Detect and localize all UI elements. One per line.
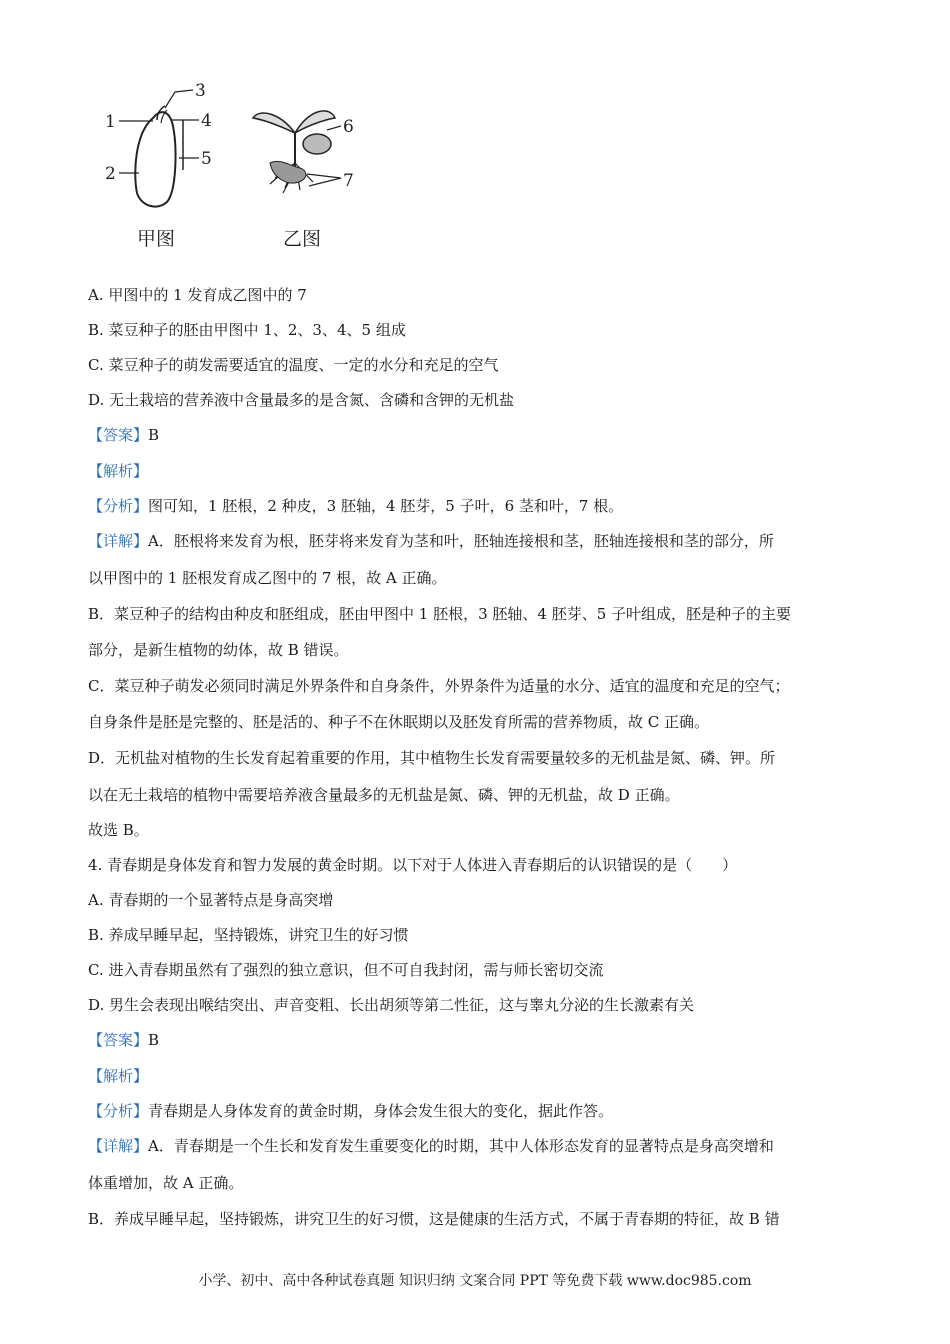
page-footer: 小学、初中、高中各种试卷真题 知识归纳 文案合同 PPT 等免费下载 www.doc985.com: [198, 1273, 752, 1289]
text-line: 部分，是新生植物的幼体，故 B 错误。: [88, 641, 349, 659]
analysis-heading: 【解析】: [88, 462, 149, 480]
label-6: 6: [343, 117, 354, 137]
seed-diagram: [95, 78, 375, 258]
option-d: D. 无土栽培的营养液中含量最多的是含氮、含磷和含钾的无机盐: [88, 391, 515, 409]
text-line: C．菜豆种子萌发必须同时满足外界条件和自身条件，外界条件为适量的水分、适宜的温度和充足的空气；: [88, 677, 790, 695]
text-line: B．菜豆种子的结构由种皮和胚组成，胚由甲图中 1 胚根，3 胚轴、4 胚芽、5 子叶组成，胚是种子的主要: [88, 605, 792, 623]
caption-seedling: 乙图: [283, 228, 322, 250]
q4-answer-line: 【答案】B: [88, 1031, 160, 1049]
detail-line: 【详解】A．胚根将来发育为根，胚芽将来发育为茎和叶，胚轴连接根和茎，胚轴连接根和茎的部分，所: [88, 532, 774, 550]
q4-option-a: A. 青春期的一个显著特点是身高突增: [88, 891, 334, 909]
q4-analysis-heading: 【解析】: [88, 1067, 149, 1085]
option-b: B. 菜豆种子的胚由甲图中 1、2、3、4、5 组成: [88, 321, 406, 339]
label-7: 7: [343, 171, 354, 191]
answer-line: 【答案】B: [88, 426, 160, 444]
text-line: 自身条件是胚是完整的、胚是活的、种子不在休眠期以及胚发育所需的营养物质，故 C 正确。: [88, 713, 710, 731]
seedling-illustration: [253, 111, 335, 193]
label-2: 2: [105, 164, 116, 184]
q4-detail-line: 【详解】A．青春期是一个生长和发育发生重要变化的时期，其中人体形态发育的显著特点是身高突增和: [88, 1137, 774, 1155]
option-c: C. 菜豆种子的萌发需要适宜的温度、一定的水分和充足的空气: [88, 356, 499, 374]
text-line: D．无机盐对植物的生长发育起着重要的作用，其中植物生长发育需要量较多的无机盐是氮、磷、钾。所: [88, 749, 776, 767]
text-line: 以在无土栽培的植物中需要培养液含量最多的无机盐是氮、磷、钾的无机盐，故 D 正确。: [88, 786, 680, 804]
text-line: 以甲图中的 1 胚根发育成乙图中的 7 根，故 A 正确。: [88, 569, 447, 587]
analysis-line: 【分析】图可知，1 胚根，2 种皮，3 胚轴，4 胚芽，5 子叶，6 茎和叶，7 根。: [88, 497, 624, 515]
text-line: 故选 B。: [88, 821, 149, 839]
caption-seed: 甲图: [137, 228, 176, 250]
label-1: 1: [105, 112, 116, 132]
q4-option-b: B. 养成早睡早起，坚持锻炼，讲究卫生的好习惯: [88, 926, 409, 944]
text-line: B．养成早睡早起，坚持锻炼，讲究卫生的好习惯，这是健康的生活方式，不属于青春期的特征，故 B 错: [88, 1210, 780, 1228]
q4-option-d: D. 男生会表现出喉结突出、声音变粗、长出胡须等第二性征，这与睾丸分泌的生长激素有关: [88, 996, 695, 1014]
label-5: 5: [201, 149, 212, 169]
label-3: 3: [195, 81, 206, 101]
q4-analysis-line: 【分析】青春期是人身体发育的黄金时期，身体会发生很大的变化，据此作答。: [88, 1102, 614, 1120]
label-4: 4: [201, 111, 212, 131]
seed-diagram-drawing: [95, 78, 375, 218]
text-line: 体重增加，故 A 正确。: [88, 1174, 244, 1192]
q4-option-c: C. 进入青春期虽然有了强烈的独立意识，但不可自我封闭，需与师长密切交流: [88, 961, 604, 979]
option-a: A. 甲图中的 1 发育成乙图中的 7: [88, 286, 307, 304]
question-4: 4. 青春期是身体发育和智力发展的黄金时期。以下对于人体进入青春期后的认识错误的是（ ）: [88, 856, 738, 874]
